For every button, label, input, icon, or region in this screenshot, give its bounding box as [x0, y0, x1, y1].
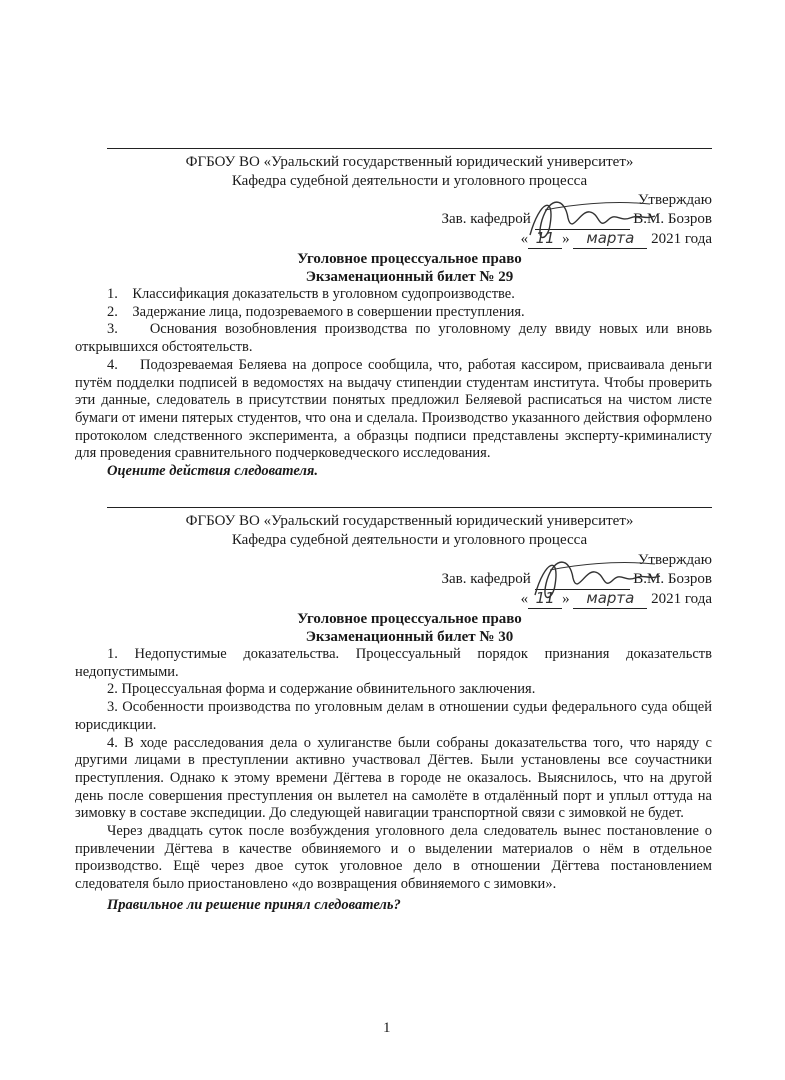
- question-2: 2. Процессуальная форма и содержание обвинительного заключения.: [107, 681, 536, 698]
- ticket-questions: [75, 286, 712, 481]
- ticket-title: Экзаменационный билет № 30: [305, 629, 514, 645]
- signature-icon: [520, 190, 660, 250]
- approve-label: Утверждаю: [637, 552, 712, 568]
- head-name: В.М. Бозров: [633, 211, 712, 227]
- question-3: 3. Основания возобновления производства по уголовному делу ввиду новых или вновь открывшихся обстоятельств.: [75, 321, 712, 356]
- head-name: В.М. Бозров: [633, 571, 712, 587]
- question-4-continued: Через двадцать суток после возбуждения уголовного дела следователь вынес постановление о привлечении Дёгтева в качестве обвиняемого и о выделении материалов о нём в отдельное производство. Ещё через двое суток уголовное дело в отношении Дёгтева постановлением следователя было приостановлено «до возвращения обвиняемого с зимовки».: [75, 823, 712, 893]
- question-4: 4. Подозреваемая Беляева на допросе сообщила, что, работая кассиром, присваивала деньги путём подделки подписей в ведомостях на выдачу стипендии студентам института. Чтобы проверить эти данные, следователь в присутствии понятых предложил Беляевой расписаться на чистом листе бумаги от имени пятерых студентов, что она и сделала. Производство указанного действия оформлено протоколом следственного эксперимента, а образцы подписи представлены эксперту-криминалисту для проведения сравнительного подчерковедческого исследования.: [75, 356, 712, 462]
- task-prompt: Оцените действия следователя.: [107, 463, 319, 480]
- middle-divider: [107, 507, 712, 508]
- date-month: марта: [573, 229, 647, 249]
- department-name: Кафедра судебной деятельности и уголовного процесса: [231, 532, 588, 548]
- department-name: Кафедра судебной деятельности и уголовного процесса: [231, 173, 588, 189]
- question-1: 1. Классификация доказательств в уголовном судопроизводстве.: [107, 286, 515, 302]
- head-label: Зав. кафедрой: [441, 571, 531, 587]
- question-4: 4. В ходе расследования дела о хулиганстве были собраны доказательства того, что наряду с другими лицами в преступлении активно участвовал Дёгтев. Были установлены все соучастники преступления. Однако к этому времени Дёгтева в городе не оказалось. Выяснилось, что на другой день после совершения преступления он вылетел на самолёте в отдалённый порт и уплыл оттуда на зимовку в составе экспедиции. До следующей навигации транспортной связи с зимовкой не будет.: [75, 734, 712, 822]
- head-label: Зав. кафедрой: [441, 211, 531, 227]
- date-year: 2021 года: [651, 591, 712, 607]
- page-number: 1: [383, 1020, 391, 1036]
- date-year: 2021 года: [651, 231, 712, 247]
- university-name: ФГБОУ ВО «Уральский государственный юридический университет»: [185, 154, 634, 170]
- ticket-questions: [75, 646, 712, 915]
- approval-date: « 11 » марта 2021 года: [520, 229, 712, 247]
- task-prompt: Правильное ли решение принял следователь?: [107, 896, 401, 913]
- subject-title: Уголовное процессуальное право: [297, 611, 522, 627]
- approve-label: Утверждаю: [637, 192, 712, 208]
- top-divider: [107, 148, 712, 149]
- date-day: 11: [528, 229, 562, 249]
- ticket-title: Экзаменационный билет № 29: [305, 269, 514, 285]
- university-name: ФГБОУ ВО «Уральский государственный юридический университет»: [185, 513, 634, 529]
- approval-date: « 11 » марта 2021 года: [520, 589, 712, 607]
- question-2: 2. Задержание лица, подозреваемого в совершении преступления.: [107, 303, 525, 320]
- question-3: 3. Особенности производства по уголовным делам в отношении судьи федерального суда общей юрисдикции.: [75, 699, 712, 733]
- signature-icon: [525, 550, 665, 610]
- date-day: 11: [528, 589, 562, 609]
- date-month: марта: [573, 589, 647, 609]
- subject-title: Уголовное процессуальное право: [297, 251, 522, 267]
- question-1: 1. Недопустимые доказательства. Процессуальный порядок признания доказательств недопустимыми.: [75, 646, 712, 680]
